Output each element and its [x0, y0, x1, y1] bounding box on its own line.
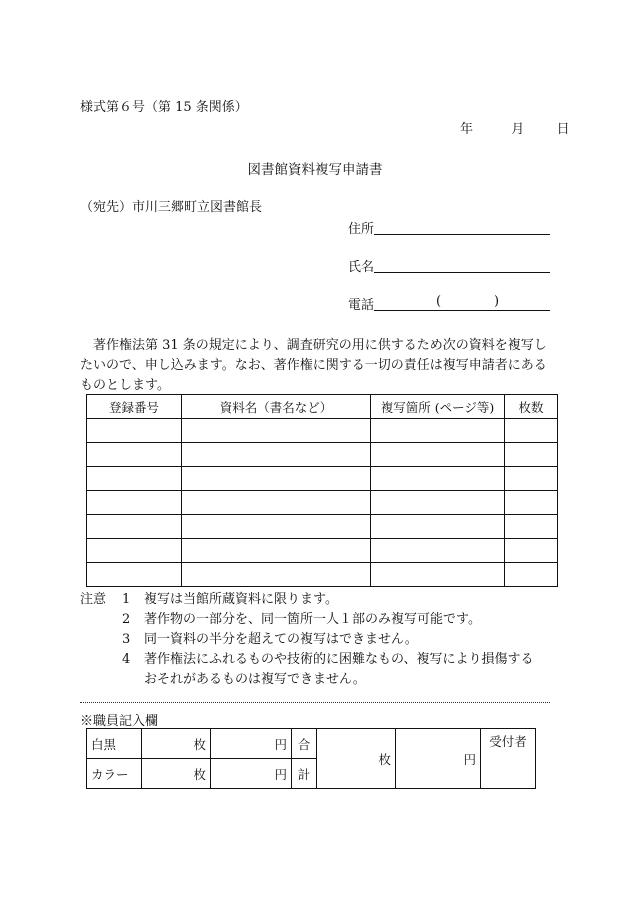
table-row — [87, 563, 558, 587]
header-registration-number: 登録番号 — [87, 395, 182, 419]
phone-close-paren: ) — [494, 294, 500, 309]
cell[interactable] — [87, 539, 182, 563]
cell[interactable] — [182, 419, 371, 443]
staff-row-bw — [87, 729, 536, 759]
phone-label: 電話 — [348, 298, 375, 313]
note-number: 4 — [122, 652, 131, 667]
table-row — [87, 515, 558, 539]
address-underline — [374, 234, 550, 235]
note-item — [80, 670, 560, 690]
note-item — [80, 610, 560, 630]
cell[interactable] — [505, 467, 558, 491]
note-number: 1 — [122, 592, 131, 607]
receiver-label[interactable]: 受付者 — [481, 729, 536, 789]
dotted-divider — [80, 702, 550, 703]
cell[interactable] — [182, 467, 371, 491]
color-yen-unit[interactable]: 円 — [211, 759, 292, 789]
date-day: 日 — [556, 122, 570, 137]
notes-heading: 注意 — [80, 592, 107, 607]
table-row — [87, 419, 558, 443]
name-underline — [374, 272, 550, 273]
document-title: 図書館資料複写申請書 — [247, 162, 383, 178]
address-field[interactable] — [348, 218, 550, 237]
date-month: 月 — [511, 122, 525, 137]
intro-paragraph: 著作権法第 31 条の規定により、調査研究の用に供するため次の資料を複写したいので、申し込みます。なお、著作権に関する一切の責任は複写申請者にあるものとします。 — [80, 338, 547, 393]
header-material-name: 資料名（書名など） — [182, 395, 371, 419]
total-yen-unit[interactable]: 円 — [396, 729, 481, 789]
cell[interactable] — [371, 539, 505, 563]
note-number: 2 — [122, 612, 131, 627]
phone-underline — [374, 310, 550, 311]
date-year: 年 — [460, 122, 474, 137]
cell[interactable] — [505, 515, 558, 539]
cell[interactable] — [87, 419, 182, 443]
table-row — [87, 491, 558, 515]
table-row — [87, 443, 558, 467]
cell[interactable] — [371, 563, 505, 587]
note-text: 著作物の一部分を、同一箇所一人１部のみ複写可能です。 — [144, 612, 481, 627]
cell[interactable] — [371, 515, 505, 539]
form-number: 様式第６号（第 15 条関係） — [80, 100, 248, 115]
staff-table — [86, 728, 536, 789]
color-sheets-unit[interactable]: 枚 — [142, 759, 211, 789]
table-row — [87, 467, 558, 491]
cell[interactable] — [87, 563, 182, 587]
address-label: 住所 — [348, 222, 375, 237]
total-sheets-unit[interactable]: 枚 — [317, 729, 396, 789]
total-label-2: 計 — [292, 759, 317, 789]
notes-section — [80, 590, 560, 690]
note-number: 3 — [122, 632, 131, 647]
note-text: 著作権法にふれるものや技術的に困難なもの、複写により損傷する — [144, 652, 534, 667]
request-table — [86, 394, 558, 587]
cell[interactable] — [87, 443, 182, 467]
name-label: 氏名 — [348, 260, 375, 275]
cell[interactable] — [87, 491, 182, 515]
header-sheet-count: 枚数 — [505, 395, 558, 419]
cell[interactable] — [371, 467, 505, 491]
cell[interactable] — [371, 419, 505, 443]
note-text: 複写は当館所蔵資料に限ります。 — [144, 592, 338, 607]
note-text: おそれがあるものは複写できません。 — [144, 672, 366, 687]
cell[interactable] — [87, 467, 182, 491]
date-line — [460, 118, 570, 137]
addressee: （宛先）市川三郷町立図書館長 — [80, 200, 263, 215]
header-copy-pages: 複写箇所 (ページ等) — [371, 395, 505, 419]
cell[interactable] — [182, 515, 371, 539]
cell[interactable] — [371, 443, 505, 467]
cell[interactable] — [505, 563, 558, 587]
bw-sheets-unit[interactable]: 枚 — [142, 729, 211, 759]
note-item — [80, 590, 560, 610]
cell[interactable] — [182, 491, 371, 515]
cell[interactable] — [505, 539, 558, 563]
cell[interactable] — [505, 419, 558, 443]
bw-label: 白黒 — [87, 729, 142, 759]
table-row — [87, 539, 558, 563]
cell[interactable] — [87, 515, 182, 539]
note-text: 同一資料の半分を超えての複写はできません。 — [144, 632, 418, 647]
staff-section-title: ※職員記入欄 — [80, 714, 159, 729]
cell[interactable] — [505, 491, 558, 515]
color-label: カラー — [87, 759, 142, 789]
cell[interactable] — [182, 443, 371, 467]
cell[interactable] — [182, 563, 371, 587]
phone-field[interactable] — [348, 294, 550, 313]
note-item — [80, 650, 560, 670]
phone-open-paren: ( — [436, 294, 442, 309]
note-item — [80, 630, 560, 650]
total-label-1: 合 — [292, 729, 317, 759]
name-field[interactable] — [348, 256, 550, 275]
request-table-header — [87, 395, 558, 419]
cell[interactable] — [182, 539, 371, 563]
cell[interactable] — [505, 443, 558, 467]
cell[interactable] — [371, 491, 505, 515]
bw-yen-unit[interactable]: 円 — [211, 729, 292, 759]
